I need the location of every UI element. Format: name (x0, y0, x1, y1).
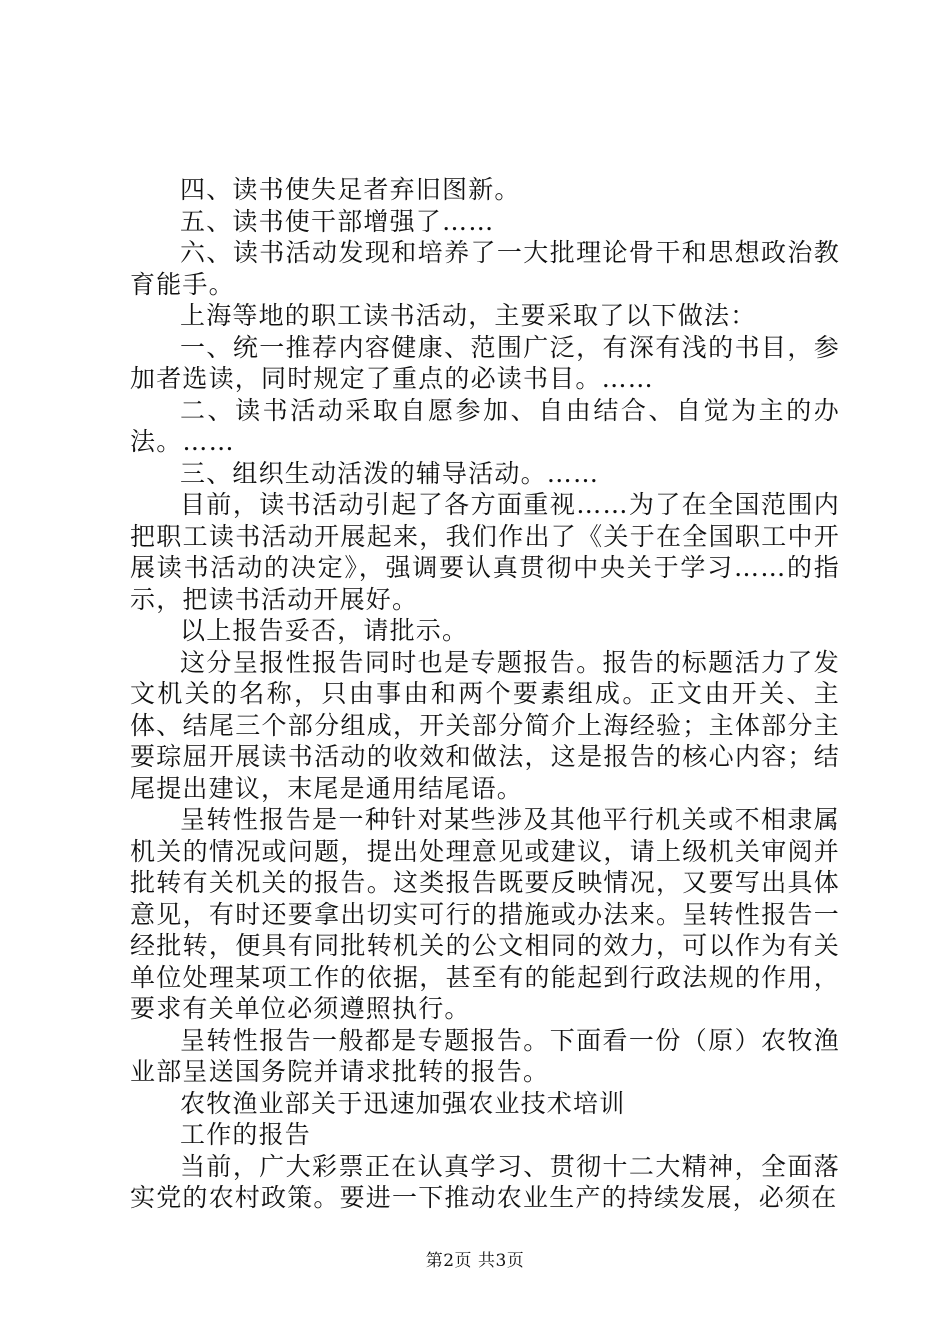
paragraph: 六、读书活动发现和培养了一大批理论骨干和思想政治教育能手。 (130, 238, 840, 299)
paragraph: 二、读书活动采取自愿参加、自由结合、自觉为主的办法。…… (130, 395, 840, 456)
paragraph: 上海等地的职工读书活动，主要采取了以下做法： (180, 301, 757, 330)
paragraph: 当前，广大彩票正在认真学习、贯彻十二大精神，全面落实党的农村政策。要进一下推动农业生产的持续发展，必须在 (130, 1151, 840, 1212)
paragraph: 三、组织生动活泼的辅导活动。…… (180, 458, 600, 488)
paragraph: 这分呈报性报告同时也是专题报告。报告的标题活力了发文机关的名称，只由事由和两个要素组成。正文由开关、主体、结尾三个部分组成，开关部分简介上海经验；主体部分主要琮屈开展读书活动的收效和做法，这是报告的核心内容；结尾提出建议，末尾是通用结尾语。 (130, 647, 840, 803)
report-title-line: 农牧渔业部关于迅速加强农业技术培训 (180, 1088, 626, 1118)
paragraph: 呈转性报告一般都是专题报告。下面看一份（原）农牧渔业部呈送国务院并请求批转的报告。 (130, 1025, 840, 1086)
paragraph: 目前，读书活动引起了各方面重视……为了在全国范围内把职工读书活动开展起来，我们作出了《关于在全国职工中开展读书活动的决定》，强调要认真贯彻中央关于学习……的指示，把读书活动开展好。 (130, 490, 840, 614)
paragraph: 五、读书使干部增强了…… (180, 206, 495, 236)
document-body (130, 174, 840, 1214)
report-title-line: 工作的报告 (180, 1120, 312, 1149)
paragraph: 呈转性报告是一种针对某些涉及其他平行机关或不相隶属机关的情况或问题，提出处理意见或建议，请上级机关审阅并批转有关机关的报告。这类报告既要反映情况，又要写出具体意见，有时还要拿出切实可行的措施或办法来。呈转性报告一经批转，便具有同批转机关的公文相同的效力，可以作为有关单位处理某项工作的依据，甚至有的能起到行政法规的作用，要求有关单位必须遵照执行。 (130, 805, 840, 1023)
paragraph: 以上报告妥否，请批示。 (180, 616, 469, 645)
page-footer: 第2页 共3页 (425, 1251, 525, 1271)
paragraph: 四、读书使失足者弃旧图新。 (180, 175, 521, 204)
paragraph: 一、统一推荐内容健康、范围广泛，有深有浅的书目，参加者选读，同时规定了重点的必读书目。…… (130, 332, 840, 393)
